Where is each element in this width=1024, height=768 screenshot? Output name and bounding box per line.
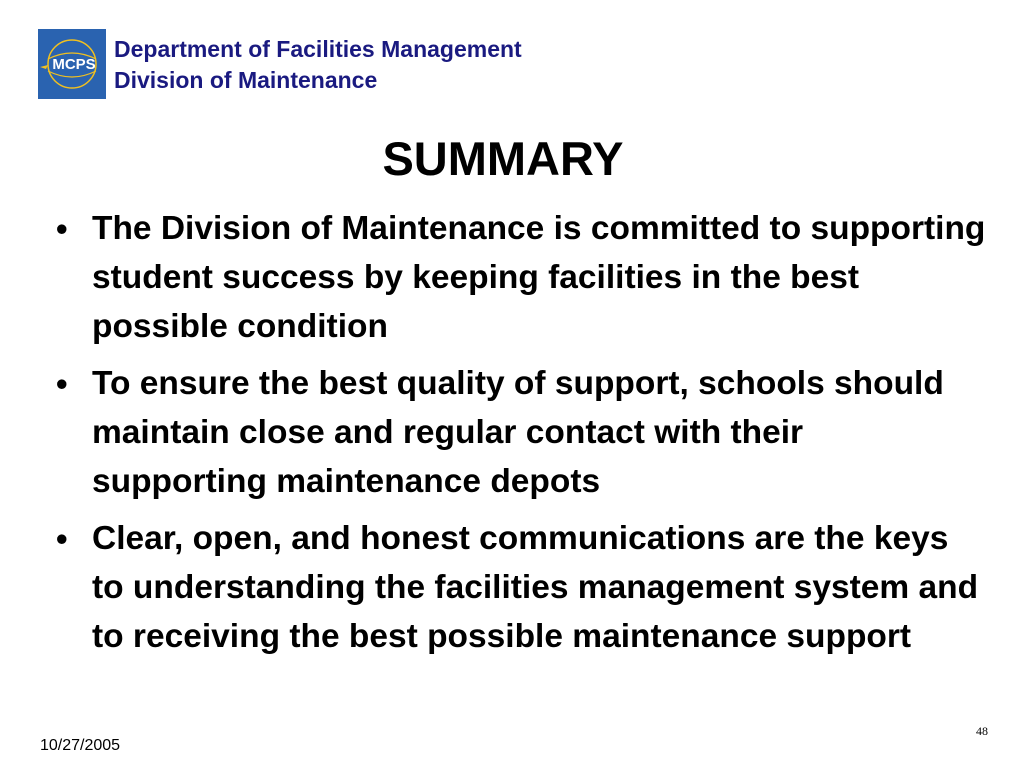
bullet-dot-icon: •: [56, 520, 68, 557]
logo-text: MCPS: [52, 56, 96, 73]
bullet-list: [56, 204, 986, 669]
mcps-logo-graphic: [38, 29, 106, 99]
slide-title: SUMMARY: [382, 132, 624, 185]
footer-date: 10/27/2005: [40, 737, 121, 754]
mcps-logo: [38, 29, 106, 99]
division-name: Division of Maintenance: [114, 67, 378, 93]
bullet-text: To ensure the best quality of support, schools should maintain close and regular contact with their supporting maintenance depots: [92, 365, 944, 500]
bullet-item: [56, 204, 986, 351]
bullet-text: The Division of Maintenance is committed to supporting student success by keeping facilities in the best possible condition: [92, 210, 986, 345]
department-header: [114, 34, 522, 96]
bullet-item: [56, 359, 986, 506]
page-number: 48: [976, 724, 988, 738]
bullet-item: [56, 514, 986, 661]
department-name: Department of Facilities Management: [114, 36, 522, 62]
bullet-dot-icon: •: [56, 210, 68, 247]
bullet-dot-icon: •: [56, 365, 68, 402]
bullet-text: Clear, open, and honest communications are the keys to understanding the facilities management system and to receiving the best possible maintenance support: [92, 520, 979, 655]
